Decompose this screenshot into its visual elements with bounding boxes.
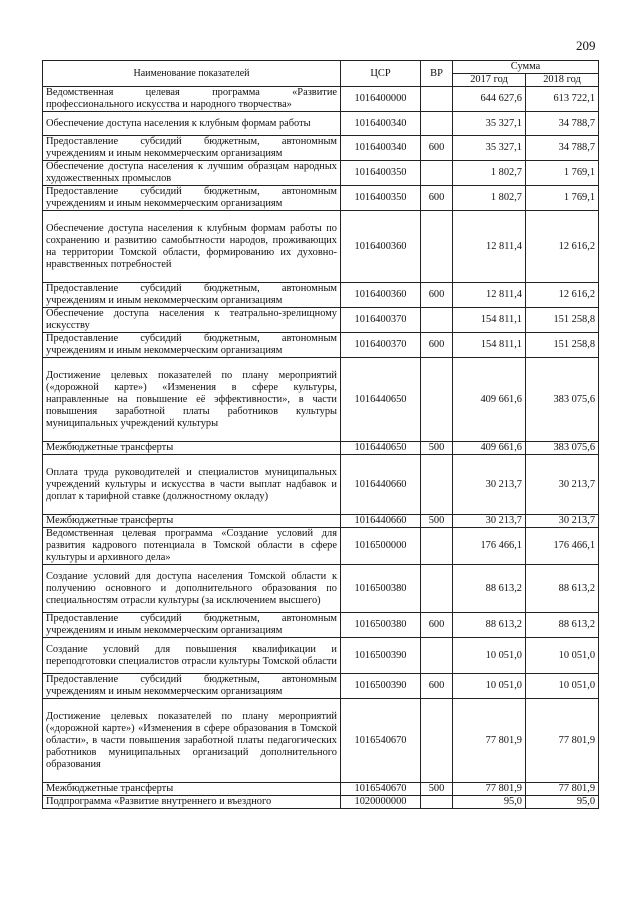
header-vr: ВР: [421, 61, 453, 87]
row-vr: [421, 455, 453, 515]
row-name: Ведомственная целевая программа «Развитие профессионального искусства и народного творчества»: [43, 87, 341, 112]
row-csr: 1016400340: [341, 112, 421, 136]
row-2017: 644 627,6: [453, 87, 526, 112]
table-row: [43, 565, 599, 613]
row-2017: 12 811,4: [453, 211, 526, 283]
row-2017: 77 801,9: [453, 783, 526, 796]
header-year-2017: 2017 год: [453, 74, 526, 87]
row-csr: 1016400370: [341, 333, 421, 358]
row-vr: 600: [421, 186, 453, 211]
row-2018: 1 769,1: [526, 161, 599, 186]
row-csr: 1016400360: [341, 211, 421, 283]
table-row: [43, 455, 599, 515]
row-csr: 1020000000: [341, 796, 421, 809]
table-row: [43, 796, 599, 809]
row-2018: 613 722,1: [526, 87, 599, 112]
row-2017: 409 661,6: [453, 358, 526, 442]
row-name: Достижение целевых показателей по плану мероприятий («дорожной карте») «Изменения в сфере образования в Томской области», в части повышения заработной платы педагогических работников муниципальных организаций дополнительного образования: [43, 699, 341, 783]
header-csr: ЦСР: [341, 61, 421, 87]
row-name: Оплата труда руководителей и специалистов муниципальных учреждений культуры и искусства в части выплат надбавок и доплат к тарифной ставке (должностному окладу): [43, 455, 341, 515]
table-row: [43, 87, 599, 112]
table-row: [43, 783, 599, 796]
row-2018: 151 258,8: [526, 308, 599, 333]
row-name: Межбюджетные трансферты: [43, 442, 341, 455]
table-row: [43, 308, 599, 333]
row-2017: 95,0: [453, 796, 526, 809]
row-2017: 77 801,9: [453, 699, 526, 783]
row-csr: 1016540670: [341, 699, 421, 783]
table-row: [43, 211, 599, 283]
row-name: Создание условий для доступа населения Томской области к получению основного и дополнительного образования по специальностям отрасли культуры (за исключением высшего): [43, 565, 341, 613]
row-csr: 1016540670: [341, 783, 421, 796]
table-row: [43, 186, 599, 211]
row-vr: 600: [421, 333, 453, 358]
table-row: [43, 161, 599, 186]
table-row: [43, 112, 599, 136]
row-2017: 35 327,1: [453, 112, 526, 136]
table-row: [43, 638, 599, 674]
table-row: [43, 515, 599, 528]
row-vr: [421, 308, 453, 333]
row-vr: 600: [421, 136, 453, 161]
row-name: Предоставление субсидий бюджетным, автономным учреждениям и иным некоммерческим организациям: [43, 136, 341, 161]
row-name: Предоставление субсидий бюджетным, автономным учреждениям и иным некоммерческим организациям: [43, 674, 341, 699]
row-csr: 1016440650: [341, 442, 421, 455]
row-vr: 500: [421, 442, 453, 455]
row-name: Ведомственная целевая программа «Создание условий для развития кадрового потенциала в Томской области в сфере культуры и архивного дела»: [43, 528, 341, 565]
table-row: [43, 613, 599, 638]
row-vr: 600: [421, 283, 453, 308]
row-name: Обеспечение доступа населения к клубным формам работы по сохранению и развитию самобытности народов, проживающих на территории Томской области, формированию их духовно-нравственных потребностей: [43, 211, 341, 283]
row-vr: [421, 638, 453, 674]
row-csr: 1016400350: [341, 186, 421, 211]
row-2017: 30 213,7: [453, 455, 526, 515]
row-2018: 88 613,2: [526, 613, 599, 638]
row-2018: 10 051,0: [526, 674, 599, 699]
row-2017: 12 811,4: [453, 283, 526, 308]
row-csr: 1016500390: [341, 674, 421, 699]
row-2017: 176 466,1: [453, 528, 526, 565]
row-name: Обеспечение доступа населения к лучшим образцам народных художественных промыслов: [43, 161, 341, 186]
row-csr: 1016400370: [341, 308, 421, 333]
row-2018: 1 769,1: [526, 186, 599, 211]
row-name: Создание условий для повышения квалификации и переподготовки специалистов отрасли культуры Томской области: [43, 638, 341, 674]
header-sum: Сумма: [453, 61, 599, 74]
row-2018: 34 788,7: [526, 136, 599, 161]
row-vr: [421, 796, 453, 809]
row-vr: 600: [421, 674, 453, 699]
table-row: [43, 283, 599, 308]
row-name: Подпрограмма «Развитие внутреннего и въездного: [43, 796, 341, 809]
row-name: Межбюджетные трансферты: [43, 783, 341, 796]
row-2017: 1 802,7: [453, 161, 526, 186]
row-2018: 383 075,6: [526, 442, 599, 455]
row-csr: 1016440660: [341, 455, 421, 515]
row-vr: [421, 112, 453, 136]
row-vr: [421, 565, 453, 613]
table-row: [43, 674, 599, 699]
row-vr: [421, 211, 453, 283]
row-vr: [421, 358, 453, 442]
header-year-2018: 2018 год: [526, 74, 599, 87]
row-2017: 10 051,0: [453, 674, 526, 699]
row-name: Достижение целевых показателей по плану мероприятий («дорожной карте») «Изменения в сфере культуры, направленные на повышение её эффективности», в части повышения заработной платы работников культуры муниципальных учреждений культуры: [43, 358, 341, 442]
row-2017: 154 811,1: [453, 333, 526, 358]
row-2018: 77 801,9: [526, 699, 599, 783]
table-row: [43, 358, 599, 442]
row-2017: 10 051,0: [453, 638, 526, 674]
row-name: Предоставление субсидий бюджетным, автономным учреждениям и иным некоммерческим организациям: [43, 186, 341, 211]
row-2018: 176 466,1: [526, 528, 599, 565]
row-2017: 1 802,7: [453, 186, 526, 211]
row-2018: 12 616,2: [526, 283, 599, 308]
row-csr: 1016440650: [341, 358, 421, 442]
header-name: Наименование показателей: [43, 61, 341, 87]
row-csr: 1016400360: [341, 283, 421, 308]
row-2017: 30 213,7: [453, 515, 526, 528]
row-2018: 383 075,6: [526, 358, 599, 442]
row-vr: 500: [421, 783, 453, 796]
row-name: Обеспечение доступа населения к клубным формам работы: [43, 112, 341, 136]
page-number: 209: [576, 38, 596, 53]
row-2017: 88 613,2: [453, 613, 526, 638]
row-csr: 1016400350: [341, 161, 421, 186]
row-vr: [421, 699, 453, 783]
row-2017: 88 613,2: [453, 565, 526, 613]
row-2018: 30 213,7: [526, 455, 599, 515]
row-2018: 95,0: [526, 796, 599, 809]
row-2017: 409 661,6: [453, 442, 526, 455]
row-2018: 34 788,7: [526, 112, 599, 136]
row-2018: 12 616,2: [526, 211, 599, 283]
row-2018: 10 051,0: [526, 638, 599, 674]
row-csr: 1016400000: [341, 87, 421, 112]
row-vr: [421, 528, 453, 565]
row-csr: 1016400340: [341, 136, 421, 161]
budget-table: [42, 60, 599, 809]
row-csr: 1016440660: [341, 515, 421, 528]
row-csr: 1016500000: [341, 528, 421, 565]
row-vr: [421, 87, 453, 112]
table-header-row: [43, 61, 599, 74]
table-row: [43, 136, 599, 161]
table-row: [43, 528, 599, 565]
row-2018: 30 213,7: [526, 515, 599, 528]
row-csr: 1016500390: [341, 638, 421, 674]
table-row: [43, 699, 599, 783]
row-2017: 154 811,1: [453, 308, 526, 333]
row-vr: [421, 161, 453, 186]
row-2017: 35 327,1: [453, 136, 526, 161]
row-csr: 1016500380: [341, 613, 421, 638]
row-2018: 151 258,8: [526, 333, 599, 358]
row-name: Предоставление субсидий бюджетным, автономным учреждениям и иным некоммерческим организациям: [43, 613, 341, 638]
row-name: Предоставление субсидий бюджетным, автономным учреждениям и иным некоммерческим организациям: [43, 333, 341, 358]
row-name: Обеспечение доступа населения к театрально-зрелищному искусству: [43, 308, 341, 333]
row-vr: 500: [421, 515, 453, 528]
row-2018: 88 613,2: [526, 565, 599, 613]
table-row: [43, 333, 599, 358]
row-name: Межбюджетные трансферты: [43, 515, 341, 528]
row-vr: 600: [421, 613, 453, 638]
row-name: Предоставление субсидий бюджетным, автономным учреждениям и иным некоммерческим организациям: [43, 283, 341, 308]
table-row: [43, 442, 599, 455]
row-csr: 1016500380: [341, 565, 421, 613]
row-2018: 77 801,9: [526, 783, 599, 796]
